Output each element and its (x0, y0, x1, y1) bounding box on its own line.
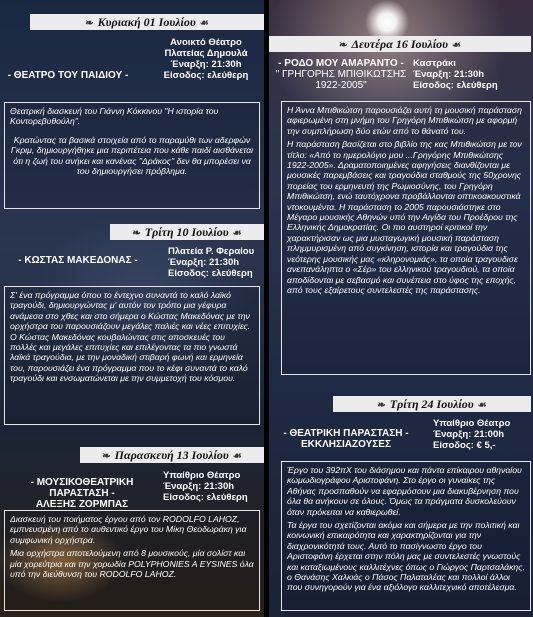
date-banner: ❧ Τρίτη 24 Ιουλίου ☙ (333, 396, 531, 412)
event-info (168, 246, 262, 279)
ornament-icon: ❧ (377, 400, 386, 411)
event-title: - ΜΟΥΣΙΚΟΘΕΑΤΡΙΚΗ ΠΑΡΑΣΤΑΣΗ - ΑΛΕΞΗΣ ΖΟΡΜΠΑΣ (30, 477, 134, 510)
entry: Είσοδος: ελεύθερη (163, 70, 249, 81)
event-description: Σ' ένα πρόγραμμα όπου το έντεχνο συναντά το καλό λαϊκό τραγούδι, δημιουργώντας μ' αυτόν τον τρόπο μια γέφυρα ανάμεσα στο χθες και στο σήμερα ο Κώστας Μακεδόνας με την ορχήστρα του παρουσιάζουν μεγάλες παλιές και νέες επιτυχίες. Ο Κώστας Μακεδόνας κουβαλώντας στις αποσκευές του πολλές και μεγάλες επιτυχίες και επιλέγοντας τα πιο γνωστά λαϊκά τραγούδια, με την μοναδική στιβαρή φωνή και ερμηνεία του, παρουσιάζει ένα πρόγραμμα που το κέφι συναντά το καλό τραγούδι και ενσωματώνεται με την συμμετοχή του κόσμου. (4, 286, 260, 425)
event-title: - ΘΕΑΤΡΟ ΤΟΥ ΠΑΙΔΙΟΥ - (7, 70, 129, 81)
event-info (150, 37, 262, 81)
date-banner: ❧ Τρίτη 10 Ιουλίου ☙ (110, 224, 264, 240)
start-time: Έναρξη: 21:30h (170, 59, 242, 70)
ornament-icon: ❧ (102, 451, 111, 462)
ornament-icon: ☙ (232, 228, 242, 239)
date-banner: ❧ Δευτέρα 16 Ιουλίου ☙ (269, 36, 531, 52)
left-column (0, 0, 264, 617)
event-description: Διασκευή του ποιήματος έργου από τον RODOLFO LAHOZ, εμπνευσμένη από το αυθεντικό έργο του Μίκη Θεοδωράκη για συμφωνική ορχήστρα. Μια ορχήστρα αποτελούμενη από 8 μουσικούς, μία σολίστ και μία χορεύτρια και την χορωδία POLYPHONIES A EYSINES όλα υπό την διεύθυνση του RODOLFO LAHOZ. (4, 510, 260, 611)
event-title: - ΘΕΑΤΡΙΚΗ ΠΑΡΑΣΤΑΣΗ - ΕΚΚΛΗΣΙΑΖΟΥΣΕΣ (283, 428, 409, 450)
event-info (413, 58, 531, 91)
entry: Είσοδος: ελεύθερη (163, 492, 248, 503)
venue: Πλατεία Ρ. Φεραίου (168, 246, 255, 257)
event-description: Έργο του 392πΧ του διάσημου και πάντα επίκαιρου αθηναίου κωμωδιογράφου Αριστοφάνη. Στο έργο οι γυναίκες της Αθήνας προσπαθούν να εφαρμόσουν μια διακυβέρνηση που όλα θα ανήκουν σε όλους. Όμως τα πράγματα δυσκολεύουν όταν πρόκειται να καθιερωθεί. Τα έργα του σχετίζονται ακόμα και σήμερα με την πολιτική και κοινωνική επικαιρότητα και χαρακτηρίζονται για την διαχρονικότητά τους. Αυτό το πασίγνωστο έργο του Αριστοφάνη έρχεται στην πόλη μας με συντελεστές γνωστούς και καταξιωμένους καλλιτέχνες όπως ο Γιώργος Παρτσαλάκης, ο Θανάσης Χαλκιάς ο Πάσος Παλαταλέας και πολλοί άλλοι που συνηγορούν για ένα αξιόλογο καλλιτεχνικό αποτέλεσμα. (281, 461, 531, 611)
date-banner: ❧ Παρασκευή 13 Ιουλίου ☙ (80, 447, 264, 463)
event-title: - ΚΩΣΤΑΣ ΜΑΚΕΔΟΝΑΣ - (18, 255, 138, 266)
date-banner: ❧ Κυριακή 01 Ιουλίου ☙ (30, 14, 264, 30)
ornament-icon: ❧ (132, 228, 141, 239)
start-time: Έναρξη: 21:00h (433, 429, 505, 440)
venue: Ανοικτό Θέατρο (170, 37, 242, 48)
event-title: - ΡΟΔΟ ΜΟΥ ΑΜΑΡΑΝΤΟ - " ΓΡΗΓΟΡΗΣ ΜΠΙΘΙΚΩΤΣΗΣ 1922-2005" (275, 58, 407, 91)
entry: Είσοδος: ελεύθερη (168, 268, 253, 279)
ornament-icon: ❧ (85, 18, 94, 29)
start-time: Έναρξη: 21:30h (168, 257, 240, 268)
right-column (269, 0, 533, 617)
entry: Είσοδος: ελεύθερη (413, 80, 498, 91)
event-info (433, 418, 531, 451)
event-description: Θεατρική διασκευή του Γιάννη Κόκκινου "Η ιστορία του Κοντορεβυθούλη". Κρατώντας τα βασικά στοιχεία από το παραμύθι των αδερφών Γκριμ, δημιουργήθηκε μια περιπέτεια που κάθε παιδί αισθάνεται ότι η ζωή του ανήκει και κανένας "Δράκος" δεν θα μπορέσει να του δημιουργήσει πρόβλημα. (4, 102, 260, 209)
event-info (163, 470, 263, 503)
venue-line2: Πλατείας Δημουλά (164, 48, 248, 59)
ornament-icon: ☙ (477, 400, 487, 411)
start-time: Έναρξη: 21:30h (413, 69, 485, 80)
venue: Καστράκι (413, 58, 456, 69)
venue: Υπαίθριο Θέατρο (433, 418, 511, 429)
entry: Είσοδος: € 5,- (433, 440, 496, 451)
ornament-icon: ☙ (451, 40, 461, 51)
venue: Υπαίθριο Θέατρο (163, 470, 241, 481)
ornament-icon: ☙ (199, 18, 209, 29)
event-description: Η Άννα Μπιθικώτση παρουσιάζει αυτή τη μουσική παράσταση αφιερωμένη στη μνήμη του Γρηγόρη Μπιθικώτση με αφορμή την συμπλήρωση δύο ετών από το θάνατό του. Η παράσταση βασίζεται στο βιβλίο της κας Μπιθικώτση με τον τίτλο: «Από το ημερολόγιο μου ...Γρηγόρης Μπιθικώτσης 1922-2005». Δραματοποιημένες αφηγήσεις διανθίζονται με μουσικές παρεμβάσεις και τραγούδια σταθμούς της 50χρονης πορείας του ερμηνευτή της Ρωμιοσύνης, του Γρηγόρη Μπιθικώτση, ενώ ταυτόχρονα προβάλλονται οπτικοακουστικά ντοκουμέντα. Η παράσταση το 2005 παρουσιάστηκε στο Μέγαρο μουσικής Αθηνών υπό την Αιγίδα του Προέδρου της Ελληνικής Δημοκρατίας. Οι πιο αυστηροί κριτικοί την χαρακτήρισαν ως μια μυσταγωγική μουσική παράσταση πλημμυρισμένη από συγκίνηση, ιστορία και τραγούδια της νεότερης μουσικής μας «κληρονομιάς», τα οποία τραγουδισε ανεπανάληπτα ο «Σέρ» του ελληνικού τραγουδιού, τα οποία αποδίδονται με σεβασμό και συνέπεια στο ύφος της εποχής, από τους εξαίρετους συντελεστές της παράστασης. (281, 101, 531, 375)
ornament-icon: ☙ (232, 451, 242, 462)
start-time: Έναρξη: 21:30h (163, 481, 235, 492)
ornament-icon: ❧ (339, 40, 348, 51)
